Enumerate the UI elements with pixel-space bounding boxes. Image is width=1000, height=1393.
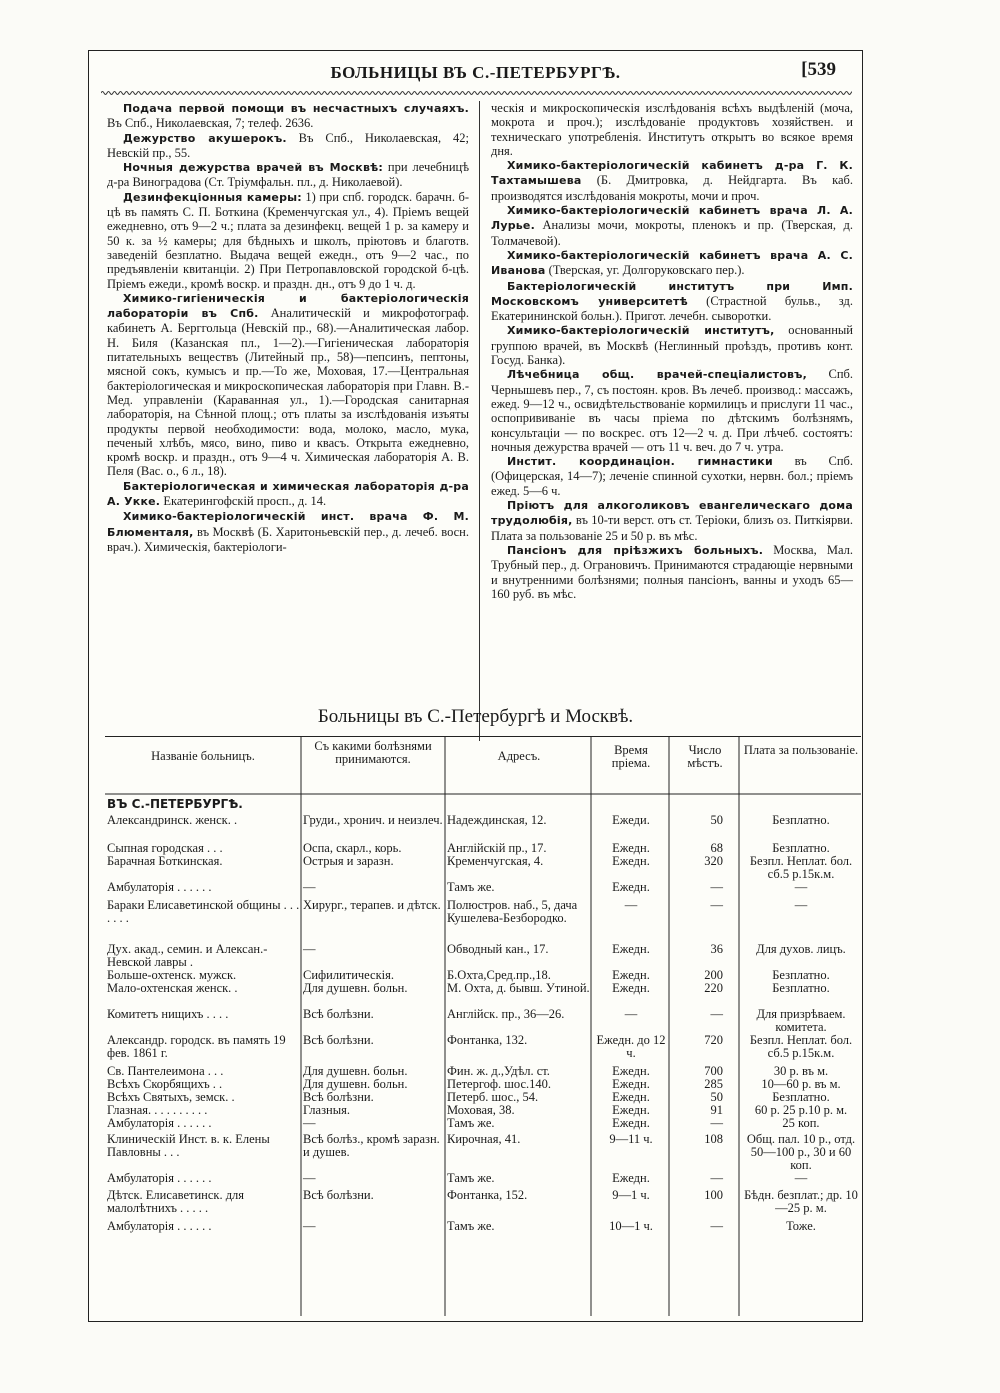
hospital-diseases: Хирург., терапев. и дѣтск. <box>303 898 441 912</box>
hospital-beds: — <box>710 1171 723 1185</box>
paragraph-heading: Подача первой помощи въ несчастныхъ случаяхъ. <box>123 102 469 115</box>
hospital-diseases: Всѣ болѣз., кромѣ заразн. и душев. <box>303 1132 440 1159</box>
hospital-diseases: — <box>303 1219 316 1233</box>
hospital-hours: Ежедн. <box>612 1171 650 1185</box>
paragraph-text: (Тверская, уг. Долгоруковскаго пер.). <box>545 263 745 278</box>
hospital-beds: 220 <box>704 981 723 995</box>
hospital-hours: 9—1 ч. <box>612 1188 650 1202</box>
right-column-paragraph <box>491 101 853 158</box>
hospital-address: Обводный кан., 17. <box>447 942 549 956</box>
hospital-address: Англійск. пр., 36—26. <box>447 1007 565 1021</box>
hospital-hours: Ежедн. <box>612 1077 650 1091</box>
hospital-hours: Ежедн. <box>612 981 650 995</box>
hospital-diseases: Всѣ болѣзни. <box>303 1007 374 1021</box>
paragraph-text: при лечебницѣ д-ра Виноградова (Ст. Тріумфальн. пл., д. Николаевой). <box>107 160 469 190</box>
left-column-paragraph <box>107 160 469 190</box>
paragraph-text: Москва, Мал. Трубный пер., д. Ограновичъ. Принимаются страдающіе нервными и внутренними болѣзнями; полныя пансіонъ, ванны и уходъ 65—160 руб. въ мѣс. <box>491 542 853 601</box>
hospital-beds: 91 <box>710 1103 723 1117</box>
hospital-fee: — <box>794 880 808 894</box>
paragraph-heading: Химико-бактеріологическій кабинетъ врача А. С. Иванова <box>491 248 853 278</box>
hospital-hours: Ежедн. <box>612 1064 650 1078</box>
hospital-fee: Бѣдн. безплат.; др. 10—25 р. м. <box>744 1188 858 1215</box>
paragraph-heading: Пріютъ для алкоголиковъ евангелическаго дома трудолюбія, <box>491 499 853 528</box>
hospital-beds: 100 <box>704 1188 723 1202</box>
hospital-address: Надеждинская, 12. <box>447 813 547 827</box>
hospital-hours: — <box>624 1007 638 1021</box>
paragraph-heading: Бактеріологическая и химическая лабораторія д-ра А. Укке. <box>107 479 469 509</box>
header-address: Адресъ. <box>497 749 541 763</box>
hospital-diseases: Груди., хронич. и неизлеч. <box>303 813 443 827</box>
hospital-name: Сыпная городская . . . <box>107 841 223 855</box>
right-column-paragraph <box>491 323 853 367</box>
hospital-beds: 108 <box>704 1132 723 1146</box>
hospital-hours: Ежедн. до 12 ч. <box>596 1033 666 1060</box>
left-column-paragraph <box>107 190 469 291</box>
hospital-address: Б.Охта,Сред.пр.,18. <box>447 968 551 982</box>
paragraph-text: Анализы мочи, мокроты, пленокъ и пр. (Тверская, д. Толмачевой). <box>491 218 853 248</box>
right-column-paragraph <box>491 158 853 203</box>
hospital-beds: — <box>710 1007 723 1021</box>
hospital-beds: 50 <box>710 813 723 827</box>
hospital-address: Кирочная, 41. <box>447 1132 521 1146</box>
hospital-diseases: Всѣ болѣзни. <box>303 1090 374 1104</box>
hospital-name: Глазная. . . . . . . . . . <box>107 1103 208 1117</box>
hospital-hours: Ежедн. <box>612 1090 650 1104</box>
hospital-name: Всѣхъ Скорбящихъ . . <box>107 1077 223 1091</box>
hospital-address: Фонтанка, 132. <box>447 1033 528 1047</box>
paragraph-text: въ Москвѣ (Б. Харитоньевскій пер., д. лечеб. восн. врач.). Химическія, бактеріологи- <box>107 524 469 554</box>
right-column-paragraph <box>491 203 853 248</box>
paragraph-heading: Химико-гигіеническія и бактеріологическія лабораторіи въ Спб. <box>107 291 469 321</box>
hospital-name: Св. Пантелеимона . . . <box>107 1064 224 1078</box>
header-name: Названіе больницъ. <box>151 749 255 763</box>
paragraph-heading: Дежурство акушерокъ. <box>123 131 287 145</box>
hospital-hours: Ежедн. <box>612 880 650 894</box>
hospital-beds: — <box>710 898 723 912</box>
hospital-beds: 320 <box>704 854 723 868</box>
hospital-address: Кременчугская, 4. <box>447 854 544 868</box>
hospital-beds: — <box>710 1116 723 1130</box>
paragraph-text: (Страстной бульв., зд. Екатерининской больн.). Пригот. лечебн. сыворотки. <box>491 293 853 324</box>
hospital-fee: Тоже. <box>786 1219 816 1233</box>
hospital-fee: Общ. пал. 10 р., отд. 50—100 р., 30 и 60 коп. <box>746 1132 856 1172</box>
hospital-address: Фонтанка, 152. <box>447 1188 528 1202</box>
left-column-paragraph <box>107 131 469 161</box>
hospital-fee: Безплатно. <box>772 813 830 827</box>
hospitals-table <box>105 736 861 1316</box>
paragraph-heading: Пансіонъ для пріѣзжихъ больныхъ. <box>507 543 764 557</box>
hospital-address: Тамъ же. <box>447 880 495 894</box>
header-beds: Число мѣстъ. <box>687 743 723 770</box>
left-column <box>107 101 469 741</box>
hospital-address: Тамъ же. <box>447 1171 495 1185</box>
hospital-beds: 36 <box>710 942 723 956</box>
hospital-diseases: Острыя и заразн. <box>303 854 394 868</box>
paragraph-heading: Дезинфекціонныя камеры: <box>123 190 302 204</box>
hospital-hours: 9—11 ч. <box>609 1132 653 1146</box>
hospital-address: Англійскій пр., 17. <box>447 841 547 855</box>
hospital-address: Фин. ж. д.,Удѣл. ст. <box>447 1064 550 1078</box>
text-columns <box>107 101 851 741</box>
right-column-paragraph <box>491 543 853 601</box>
paragraph-heading: Химико-бактеріологическій кабинетъ врача Л. А. Лурье. <box>491 204 853 233</box>
right-column-paragraph <box>491 367 853 454</box>
right-column-paragraph <box>491 498 853 543</box>
hospital-name: Александр. городск. въ память 19 фев. 1861 г. <box>107 1033 286 1060</box>
hospital-hours: Ежедн. <box>612 968 650 982</box>
hospital-diseases: Оспа, скарл., корь. <box>303 841 402 855</box>
right-column-paragraph <box>491 454 853 498</box>
hospital-name: Больше-охтенск. мужск. <box>107 968 237 982</box>
hospital-fee: Безплатно. <box>772 1090 830 1104</box>
paragraph-text: въ Спб. (Офицерская, 14—7); леченіе спинной сухотки, нервн. бол.; пріемъ ежед. 5—6 ч. <box>491 454 853 498</box>
paragraph-heading: Химико-бактеріологическій инст. врача Ф. М. Блюменталя, <box>107 510 469 539</box>
hospital-beds: 68 <box>710 841 723 855</box>
hospital-fee: Безплатно. <box>772 968 830 982</box>
hospital-beds: — <box>710 1219 723 1233</box>
left-column-paragraph <box>107 101 469 131</box>
hospital-hours: Ежеди. <box>612 813 650 827</box>
hospital-beds: 285 <box>704 1077 723 1091</box>
table-title: Больницы въ С.-Петербургѣ и Москвѣ. <box>317 706 634 727</box>
paragraph-text: въ 10-ти верст. отъ ст. Теріоки, близъ оз. Питкіярви. Плата за пользованіе 25 и 50 р. въ мѣс. <box>491 513 853 543</box>
section-heading: ВЪ С.-ПЕТЕРБУРГѢ. <box>107 797 243 811</box>
hospital-beds: 720 <box>704 1033 723 1047</box>
hospital-diseases: — <box>303 1171 316 1185</box>
hospital-beds: 700 <box>704 1064 723 1078</box>
hospital-fee: Для призрѣваем. комитета. <box>756 1007 846 1034</box>
hospital-beds: 200 <box>704 968 723 982</box>
hospital-fee: Безпл. Неплат. бол. сб.5 р.15к.м. <box>749 854 853 881</box>
hospital-diseases: Сифилитическія. <box>303 968 395 982</box>
header-diseases: Съ какими болѣзнями принимаются. <box>314 739 432 766</box>
hospital-diseases: Всѣ болѣзни. <box>303 1033 374 1047</box>
paragraph-text: Екатерингофскій просп., д. 14. <box>160 494 327 509</box>
right-column <box>491 101 853 741</box>
hospital-hours: Ежедн. <box>612 942 650 956</box>
left-column-paragraph <box>107 509 469 554</box>
hospital-name: Амбулаторія . . . . . . <box>107 880 212 894</box>
paragraph-text: Аналитическій и микрофотограф. кабинетъ А. Берггольца (Невскій пр., 68).—Аналитическая лабор. Н. Биля (Казанская пл., 1—2).—Гигіеническая лабораторія питательныхъ веществъ (Литейный пр., 58)—пепсинъ, пептоны, мясной сокъ, кумысъ и пр.—То же, Моховая, 17.—Центральная бактеріологическая и микроскопическая лабораторія при Главн. В.-Мед. управленіи (Караванная ул., 1).—Городская санитарная лабораторія, на Сѣнной площ.; отъ платы за изслѣдованія изъяты продукты первой необходимости: вода, молоко, масло, мука, печеный хлѣбъ, мясо, вино, пиво и квасъ. Открыта ежедневно, кромѣ воскр. и праздн., отъ 9—4 ч. Химическая лабораторія А. В. Пеля (Вас. о., 6 л., 18). <box>107 306 469 479</box>
hospital-name: Комитетъ нищихъ . . . . <box>107 1007 229 1021</box>
page-title: БОЛЬНИЦЫ ВЪ С.-ПЕТЕРБУРГѢ. <box>330 63 621 82</box>
hospital-name: Александринск. женск. . <box>107 813 238 827</box>
hospital-diseases: — <box>303 880 316 894</box>
hospital-diseases: Для душевн. больн. <box>303 1064 408 1078</box>
paragraph-text: Въ Спб., Николаевская, 42; Невскій пр., 55. <box>107 130 469 160</box>
hospital-name: Дѣтск. Елисаветинск. для малолѣтнихъ . . . . . <box>107 1188 245 1215</box>
left-column-paragraph <box>107 479 469 510</box>
header-time: Время пріема. <box>611 743 651 770</box>
paragraph-text: ческія и микроскопическія изслѣдованія всѣхъ выдѣленій (моча, мокрота и проч.); изслѣдованіе продуктовъ хозяйствен. и техническаго употребленія. Институтъ открытъ во всякое время дня. <box>491 101 853 158</box>
hospital-diseases: — <box>303 1116 316 1130</box>
hospital-diseases: Глазныя. <box>303 1103 350 1117</box>
hospital-fee: 25 коп. <box>782 1116 820 1130</box>
hospital-address: Тамъ же. <box>447 1116 495 1130</box>
hospital-diseases: Для душевн. больн. <box>303 1077 408 1091</box>
paragraph-text: 1) при спб. городск. барачн. б-цѣ въ память С. П. Боткина (Кременчугская ул., 4). Пріемъ вещей ежедневно, отъ 9—2 ч.; плата за дезинфекц. вещей 1 р. за камеру и 50 к. за ½ камеры; для бѣдныхъ и школъ, пріютовъ и благотв. заведеній безплатно. Выдача вещей ежедн., отъ 9—2 час., по предъявленіи квитанціи. 2) При Петропавловской городской б-цѣ. Пріемъ ежеди., кромѣ воскр. и праздн. дн., отъ 9 до 1 ч. д. <box>107 189 469 291</box>
hospital-fee: — <box>794 898 808 912</box>
right-column-paragraph <box>491 248 853 279</box>
paragraph-heading: Химико-бактеріологическій кабинетъ д-ра Г. К. Тахтамышева <box>491 159 853 188</box>
hospital-name: Амбулаторія . . . . . . <box>107 1219 212 1233</box>
hospital-fee: Безпл. Неплат. бол. сб.5 р.15к.м. <box>749 1033 853 1060</box>
paragraph-text: основанный группою врачей, въ Москвѣ (Неглинный проѣздъ, противъ конт. Госуд. Банка). <box>491 323 853 368</box>
hospital-address: М. Охта, д. бывш. Утиной. <box>447 981 590 995</box>
hospital-fee: Безплатно. <box>772 981 830 995</box>
hospital-address: Петерб. шос., 54. <box>447 1090 539 1104</box>
hospital-name: Барачная Боткинская. <box>107 854 223 868</box>
left-column-paragraph <box>107 291 469 479</box>
hospital-hours: Ежедн. <box>612 854 650 868</box>
hospital-hours: Ежедн. <box>612 1103 650 1117</box>
hospital-address: Моховая, 38. <box>447 1103 515 1117</box>
hospital-fee: 30 р. въ м. <box>773 1064 829 1078</box>
running-head <box>89 59 862 91</box>
hospital-hours: 10—1 ч. <box>609 1219 653 1233</box>
hospital-diseases: Всѣ болѣзни. <box>303 1188 374 1202</box>
header-fee: Плата за пользованіе. <box>743 743 859 757</box>
hospital-beds: 50 <box>710 1090 723 1104</box>
hospital-hours: — <box>624 898 638 912</box>
hospital-fee: 60 р. 25 р.10 р. м. <box>754 1103 848 1117</box>
paragraph-heading: Бактеріологическій институтъ при Имп. Московскомъ университетѣ <box>491 279 853 308</box>
hospital-name: Амбулаторія . . . . . . <box>107 1171 212 1185</box>
hospital-hours: Ежедн. <box>612 841 650 855</box>
hospital-beds: — <box>710 880 723 894</box>
page-number: [539 <box>801 59 836 80</box>
right-column-paragraph <box>491 279 853 324</box>
paragraph-text: Спб. Чернышевъ пер., 7, съ постоян. кров. Въ лечеб. производ.: массажъ, ежед. 9—12 ч., освидѣтельствованіе кормилицъ и прислуги 11 час., оспопрививаніе въ часы пріема по дѣтскимъ болѣзнямъ, консультаціи — по воскрес. отъ 12—2 ч. д. При лѣчеб. состоятъ: ночныя дежурства врачей — отъ 11 ч. веч. до 7 ч. утра. <box>491 367 853 454</box>
paragraph-heading: Химико-бактеріологическій институтъ, <box>507 324 775 338</box>
wavy-rule <box>101 89 852 97</box>
hospital-diseases: Для душевн. больн. <box>303 981 408 995</box>
hospital-fee: Для духов. лицъ. <box>756 942 846 956</box>
paragraph-text: Въ Спб., Николаевская, 7; телеф. 2636. <box>107 116 314 131</box>
hospital-fee: Безплатно. <box>772 841 830 855</box>
page-frame <box>88 50 863 1322</box>
column-divider <box>479 101 480 741</box>
hospital-fee: — <box>794 1171 808 1185</box>
paragraph-heading: Лѣчебница общ. врачей-спеціалистовъ, <box>507 368 808 382</box>
hospital-fee: 10—60 р. въ м. <box>761 1077 841 1091</box>
paragraph-heading: Инстит. координаціон. гимнастики <box>507 455 773 469</box>
hospital-address: Полюстров. наб., 5, дача Кушелева-Безбородко. <box>447 898 578 925</box>
paragraph-text: (Б. Дмитровка, д. Нейдгарта. Въ каб. производятся изслѣдованія мокроты, мочи и проч. <box>491 173 853 203</box>
hospital-name: Мало-охтенская женск. . <box>107 981 238 995</box>
hospital-name: Всѣхъ Святыхъ, земск. . <box>107 1090 235 1104</box>
hospital-name: Дух. акад., семин. и Алексан.-Невской лавры . <box>107 942 268 969</box>
paragraph-heading: Ночныя дежурства врачей въ Москвѣ: <box>123 161 383 175</box>
hospital-name: Амбулаторія . . . . . . <box>107 1116 212 1130</box>
hospital-name: Клиническій Инст. в. к. Елены Павловны . . . <box>107 1132 270 1159</box>
hospital-name: Бараки Елисаветинской общины . . . . . . . <box>107 898 300 925</box>
hospital-address: Тамъ же. <box>447 1219 495 1233</box>
hospital-diseases: — <box>303 942 316 956</box>
hospital-hours: Ежедн. <box>612 1116 650 1130</box>
hospital-address: Петергоф. шос.140. <box>447 1077 551 1091</box>
